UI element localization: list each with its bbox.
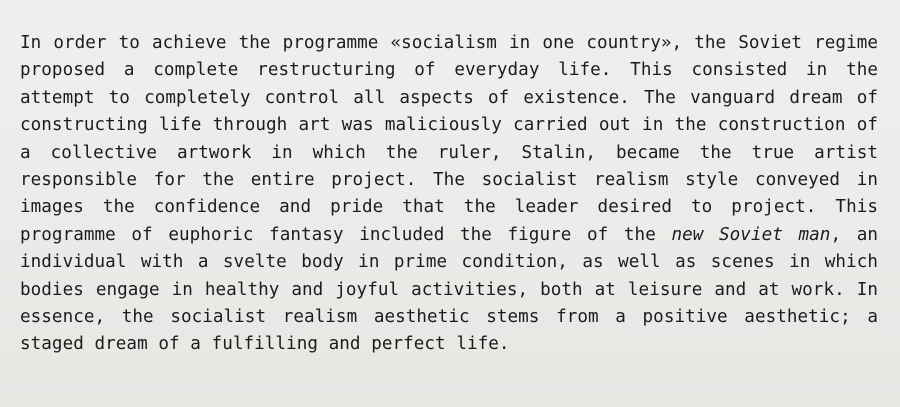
- paragraph-text-part-2: , an individual with a svelte body in prime condition, as well as scenes in which bodies engage in healthy and joyful activities, both at leisure and at work. In essence, the socialist realism aesthetic stems from a positive aesthetic; a staged dream of a fulfilling and perfect life.: [20, 224, 878, 355]
- exhibition-paragraph: [20, 30, 878, 359]
- italic-phrase: new Soviet man: [671, 224, 831, 245]
- paragraph-text-part-1: In order to achieve the programme «socialism in one country», the Soviet regime proposed a complete restructuring of everyday life. This consisted in the attempt to completely control all aspects of existence. The vanguard dream of constructing life through art was maliciously carried out in the construction of a collective artwork in which the ruler, Stalin, became the true artist responsible for the entire project. The socialist realism style conveyed in images the confidence and pride that the leader desired to project. This programme of euphoric fantasy included the figure of the: [20, 33, 878, 245]
